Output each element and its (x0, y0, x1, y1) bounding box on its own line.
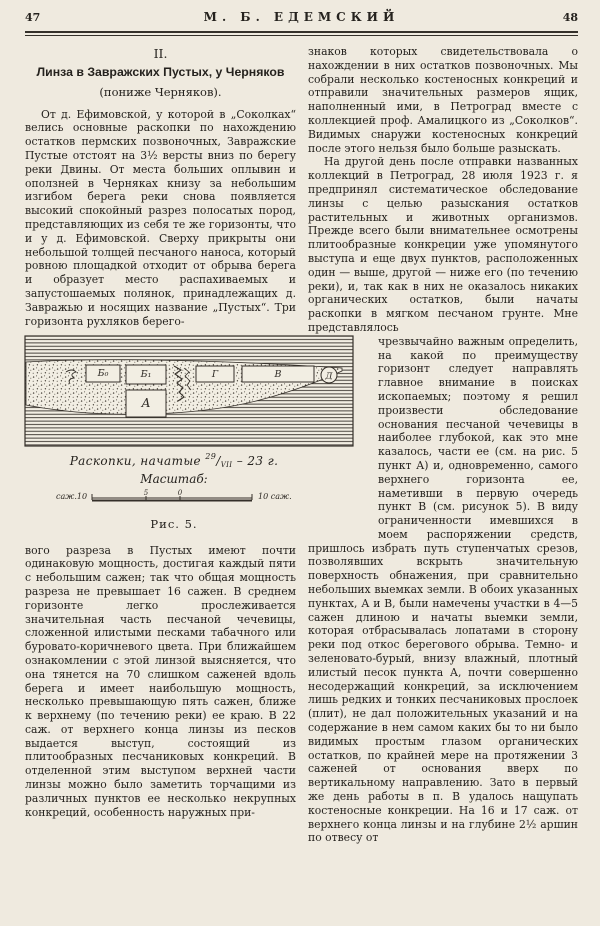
article-heading: Линза в Завражских Пустых, у Черняков (36, 64, 285, 79)
pit-a-label: А (141, 396, 151, 411)
right-column (308, 45, 578, 845)
page-number-right: 48 (562, 11, 578, 24)
page-number-left: 47 (25, 11, 41, 24)
two-column-body (25, 45, 578, 845)
left-paragraph-1: От д. Ефимовской, у которой в „Соколках“ велись основные раскопки по нахождению остатков пермских позвоночных, Завражские Пустые отстоят на 3½ версты вниз по берегу реки Двины. От места больших оплывин и оползней в Черняках книзу за небольшим изгибом берега реки снова появляется высокий спокойный разрез полосатых пород, представляющих из себя те же горизонты, что и у д. Ефимовской. Сверху прикрыты они небольшой толщей песчаного наноса, который ровною площадкой отходит от обрыва берега и образует место распахиваемых и запустошаемых полянок, принадлежащих д. Завражью и носящих название „Пустых“. Три горизонта рухляков берего- (25, 107, 296, 328)
pit-g-label: Г (211, 369, 219, 381)
figure-captions (24, 450, 324, 531)
page-header (25, 10, 578, 28)
article-subheading: (пониже Черняков). (99, 84, 222, 99)
left-paragraph-2: вого разреза в Пустых имеют почти одинаковую мощность, достигая каждый пяти с небольшим сажен; так что общая мощность разреза не превышает 16 сажен. В среднем горизонте легко прослеживается значительная часть песчаной чечевицы, сложенной илистыми песками табачного или буровато-коричневого цвета. При ближайшем ознакомлении с этой линзой выясняется, что она тянется на 70 слишком саженей вдоль берега и имеет наибольшую мощность, несколько превышающую пять сажен, ближе к верхнему (по течению реки) ее краю. В 22 саж. от верхнего конца линзы из песков выдается выступ, состоящий из плитообразных песчаниковых конкреций. В отделенной этим выступом верхней части линзы можно было заметить торчащими из различных пунктов ее несколько некрупных конкреций, особенность наружных при- (25, 543, 296, 819)
caption-prefix: Раскопки, начатые (69, 454, 202, 469)
scale-bar (24, 487, 324, 508)
figure-number: Рис. 5. (150, 516, 198, 531)
header-rule-thin (25, 35, 578, 36)
right-paragraph-2-wrapped-text: чрезвычайно важным определить, на какой по преимуществу горизонт следует направлять главное внимание в поисках ископаемых; поэтому я решил произвести обследование основания песчаной чечевицы в наиболее глубокой, как это мне казалось, части ее (см. на рис. 5 пункт А) и, одновременно, самого верхнего горизонта ее, наметивши в первую очередь пункт В (см. рисунок 5). В виду ограниченности имевшихся в моем распоряжении средств, пришлось избрать путь ступенчатых срезов, позволявших вскрыть значительную поверхность обнажения, при сравнительно небольших выемках земли. В обоих указанных пунктах, А и В, были намечены участки в 4—5 сажен длиною и начаты выемки земли, которая отбрасывалась лопатами в сторону реки под откос берегового обрыва. Темно- и зеленовато-бурый, внизу влажный, плотный илистый песок пункта А, почти совершенно несодержащий конкреций, за исключением лишь редких и тонких песчаниковых прослоек (плит), не дал положительных указаний и на содержание в нем самом каких бы то ни было видимых простым глазом органических остатков, по крайней мере на протяжении 3 саженей от основания вверх по вертикальному направлению. Зато в первый же день работы в п. В удалось нащупать костеносные конкреции. На 16 и 17 саж. от верхнего конца линзы и на глубине 2½ аршин по отвесу от (308, 334, 578, 845)
figure-block (24, 335, 354, 531)
figure-date-caption (24, 450, 324, 473)
pit-d-label: Д (325, 371, 333, 382)
geological-cross-section-figure (24, 335, 354, 447)
header-rule-thick (25, 31, 578, 33)
scale-tick-5-label: 5 (143, 488, 149, 497)
scale-tick-0-label: 0 (177, 488, 183, 497)
scale-title: Масштаб: (140, 472, 208, 487)
pit-b1-label: Б₁ (140, 369, 152, 381)
section-number: II. (153, 46, 168, 61)
scale-left-label: саж.10 (56, 491, 88, 501)
right-paragraph-2: На другой день после отправки названных коллекций в Петроград, 28 июля 1923 г. я предпринял систематическое обследование линзы с целью разыскания остатков растительных и животных организмов. Прежде всего были внимательнее осмотрены плитообразные конкреции уже упомянутого выступа и еще двух пунктов, расположенных один — выше, другой — ниже его (по течению реки), и, так как в них не оказалось никаких органических остатков, были начаты раскопки в мягком песчаном грунте. Мне представлялось (308, 155, 578, 334)
pit-v-label: В (274, 369, 282, 381)
running-title: М. Б. ЕДЕМСКИЙ (203, 10, 400, 24)
pit-b0-label: Б₀ (97, 368, 109, 380)
scale-bar-graphic (54, 487, 294, 504)
right-paragraph-1: знаков которых свидетельствовала о нахождении в них остатков позвоночных. Мы собрали несколько костеносных конкреций и отправили значительных размеров ящик, наполненный ими, в Петроград вместе с коллекцией проф. Амалицкого из „Соколков“. Видимых снаружи костеносных конкреций после этого нельзя было больше разыскать. (308, 45, 578, 155)
scale-right-label: 10 саж. (258, 491, 292, 501)
caption-date-fraction: $^{29}$/VII (205, 452, 233, 470)
left-column (25, 45, 333, 845)
caption-suffix: – 23 г. (236, 454, 279, 469)
figure-intrusion-spacer (308, 335, 378, 535)
right-paragraph-2-wrapped (308, 335, 578, 845)
